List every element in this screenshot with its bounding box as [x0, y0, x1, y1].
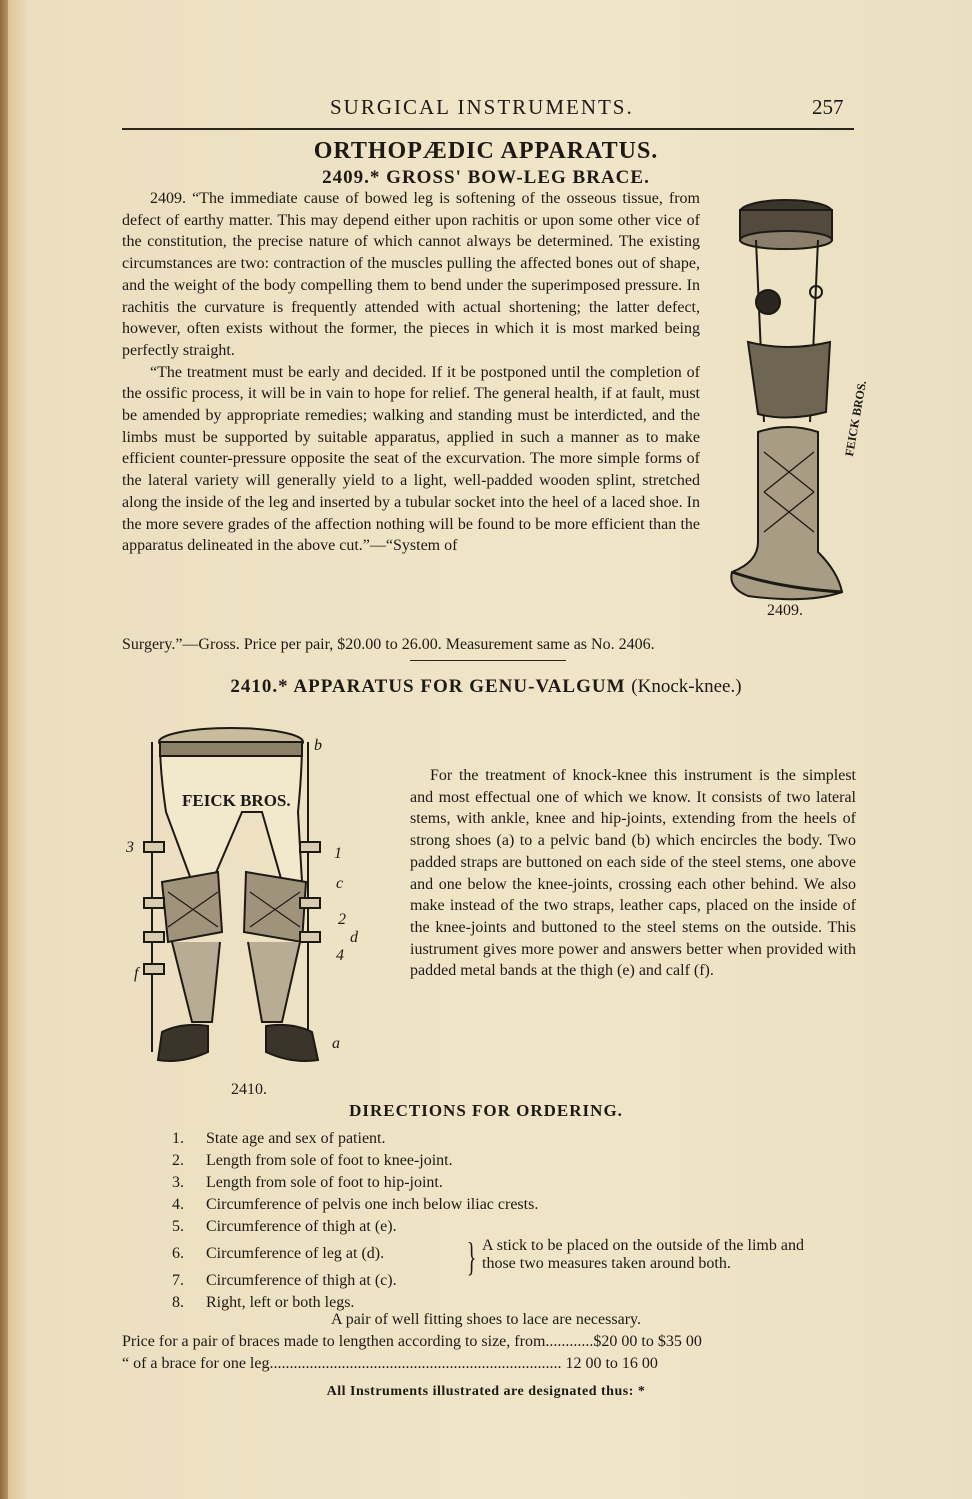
figure-2410-caption: 2410.: [231, 1081, 267, 1098]
bow-leg-brace-illustration: [718, 192, 868, 612]
curly-brace-icon: }: [466, 1234, 477, 1279]
label-3: 3: [126, 839, 134, 856]
item-2409-para1: 2409. “The immediate cause of bowed leg is softening of the osseous tissue, from defect of earthy matter. This may depend either upon rachitis or upon some other vice of the constitution, the precise nature of which cannot always be determined. The existing circumstances are two: contraction of the muscles pulling the affected bones out of shape, and the weight of the body compelling them to bend under the superimposed pressure. In rachitis the curvature is frequently attended with actual shortening; the latter defect, however, often exists without the former, the pieces in which it is most marked being perfectly straight.: [122, 190, 700, 359]
label-f: f: [134, 965, 139, 982]
book-spine-edge: [0, 0, 8, 1499]
label-2: 2: [338, 911, 346, 928]
item-2410-heading-normal: (Knock-knee.): [631, 676, 742, 697]
list-item: 1. State age and sex of patient.: [172, 1130, 386, 1147]
figure-2409-caption: 2409.: [767, 602, 803, 619]
list-item: 2. Length from sole of foot to knee-joint.: [172, 1152, 453, 1169]
footer-note: All Instruments illustrated are designated thus: *: [326, 1384, 646, 1399]
brace-note: A stick to be placed on the outside of the limb and those two measures taken around both.: [482, 1237, 804, 1272]
section-divider: [410, 660, 566, 661]
item-2410-heading-bold: 2410.* APPARATUS FOR GENU-VALGUM: [230, 676, 626, 697]
list-item: 5. Circumference of thigh at (e).: [172, 1218, 397, 1235]
item-2409-para2: “The treatment must be early and decided. If it be postponed until the completion of the ossific process, it will be in vain to hope for relief. The general health, if at fault, must be amended by appropriate remedies; walking and standing must be interdicted, and the limbs must be supported by suitable apparatus, applied in such a manner as to make efficient counter-pressure opposite the seat of the excurvation. The more simple forms of the lateral variety will generally yield to a light, well-padded wooden splint, stretched along the inside of the leg and inserted by a tubular socket into the heel of a laced shoe. In the more severe grades of the affection nothing will be found to be more efficient than the apparatus delineated in the above cut.”—“System of: [122, 363, 700, 555]
item-2409-text: [122, 188, 700, 557]
list-item: 7. Circumference of thigh at (c).: [172, 1272, 397, 1289]
price-pair: Price for a pair of braces made to lengthen according to size, from............$20 00 to $35 00: [122, 1333, 702, 1350]
label-a: a: [332, 1035, 340, 1052]
list-item: 3. Length from sole of foot to hip-joint.: [172, 1174, 443, 1191]
label-b: b: [314, 737, 322, 754]
knock-knee-apparatus-illustration: [122, 702, 392, 1082]
item-2410-heading: [0, 676, 972, 698]
section-title: ORTHOPÆDIC APPARATUS.: [313, 138, 659, 164]
item-2409-para3: Surgery.”—Gross. Price per pair, $20.00 to 26.00. Measurement same as No. 2406.: [122, 636, 655, 653]
directions-heading: DIRECTIONS FOR ORDERING.: [349, 1101, 623, 1120]
figure-2409-stamp: FEICK BROS.: [842, 379, 870, 458]
figure-2410-stamp: FEICK BROS.: [182, 791, 291, 810]
list-item: 8. Right, left or both legs.: [172, 1294, 355, 1311]
price-single: “ of a brace for one leg......................................................................... 12 00 to 16 00: [122, 1355, 658, 1372]
label-4: 4: [336, 947, 344, 964]
list-item: 4. Circumference of pelvis one inch below iliac crests.: [172, 1196, 539, 1213]
label-1: 1: [334, 845, 342, 862]
directions-list: [172, 1128, 538, 1314]
label-d: d: [350, 929, 358, 946]
list-item: 6. Circumference of leg at (d).: [172, 1245, 385, 1262]
header-rule: [122, 128, 854, 130]
shoes-note: A pair of well fitting shoes to lace are necessary.: [331, 1311, 641, 1328]
label-c: c: [336, 875, 344, 892]
page-number: 257: [812, 95, 844, 119]
item-2410-para: For the treatment of knock-knee this instrument is the simplest and most effectual one of which we know. It consists of two lateral stems, with ankle, knee and hip-joints, extending from the heels of strong shoes (a) to a pelvic band (b) which encircles the body. Two padded straps are buttoned on each side of the steel stems, one above and one below the knee-joints, crossing each other behind. We also make instead of the two straps, leather caps, placed on the inside of the knee-joints and buttoned to the steel stems on the outside. This iustrument gives more power and answers better when provided with padded metal bands at the thigh (e) and calf (f).: [410, 767, 856, 980]
running-header: SURGICAL INSTRUMENTS.: [330, 95, 634, 119]
item-2409-heading: 2409.* GROSS' BOW-LEG BRACE.: [322, 167, 650, 188]
